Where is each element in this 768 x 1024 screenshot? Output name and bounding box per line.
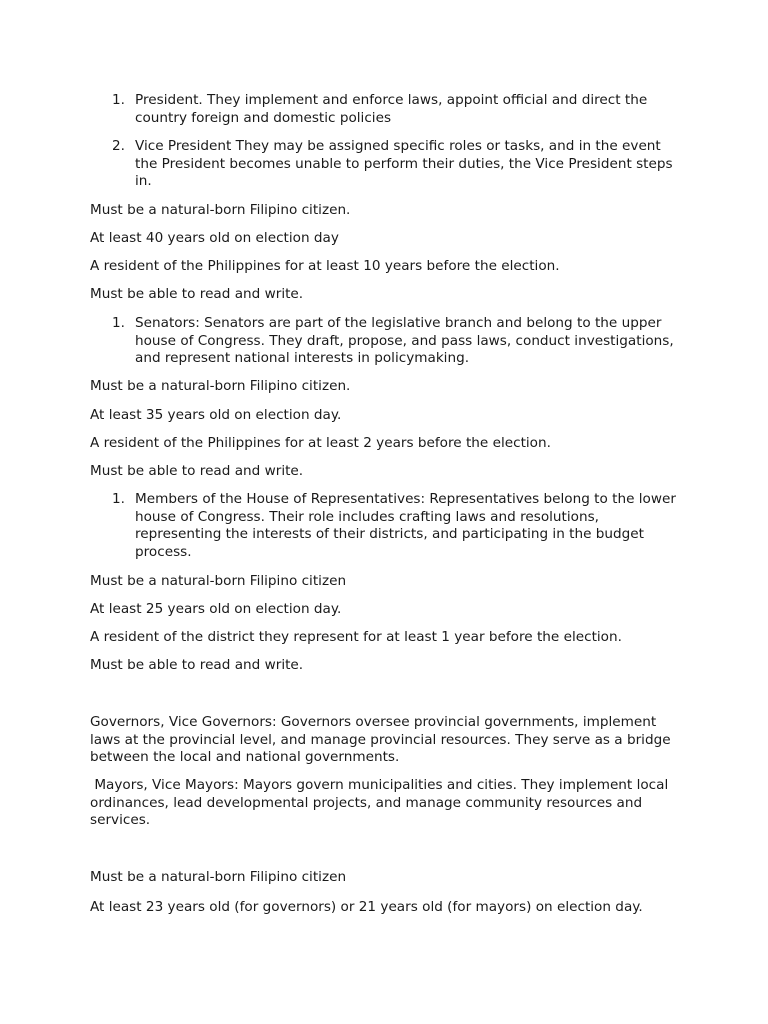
list-item-text: Members of the House of Representatives: Representatives belong to the lower house of Congress. Their role includes crafting laws and resolutions, representing the interests of their districts, and participating in the budget process. bbox=[135, 491, 676, 560]
paragraph: Must be a natural-born Filipino citizen bbox=[90, 573, 347, 589]
paragraph: At least 23 years old (for governors) or 21 years old (for mayors) on election day. bbox=[90, 899, 643, 915]
list-number: 2. bbox=[112, 138, 125, 154]
paragraph: Must be able to read and write. bbox=[90, 657, 304, 673]
paragraph: At least 35 years old on election day. bbox=[90, 407, 342, 423]
list-item-text: Senators: Senators are part of the legislative branch and belong to the upper house of Congress. They draft, propose, and pass laws, conduct investigations, and represent national interests in policymaking. bbox=[135, 315, 674, 367]
paragraph: At least 40 years old on election day bbox=[90, 230, 339, 246]
paragraph: Must be a natural-born Filipino citizen. bbox=[90, 202, 351, 218]
list-item-senators bbox=[90, 315, 680, 368]
list-item-text: President. They implement and enforce laws, appoint official and direct the country foreign and domestic policies bbox=[135, 92, 648, 126]
list-number: 1. bbox=[112, 491, 125, 507]
list-item-text: Vice President They may be assigned specific roles or tasks, and in the event the President becomes unable to perform their duties, the Vice President steps in. bbox=[135, 138, 673, 190]
paragraph: Must be a natural-born Filipino citizen. bbox=[90, 378, 351, 394]
paragraph: A resident of the Philippines for at least 10 years before the election. bbox=[90, 258, 560, 274]
list-item-representatives bbox=[90, 491, 680, 561]
paragraph: Must be a natural-born Filipino citizen bbox=[90, 869, 347, 885]
paragraph: Must be able to read and write. bbox=[90, 463, 304, 479]
list-number: 1. bbox=[112, 315, 125, 331]
paragraph-mayors: Mayors, Vice Mayors: Mayors govern municipalities and cities. They implement local ordinances, lead developmental projects, and manage community resources and services. bbox=[90, 777, 673, 829]
paragraph: A resident of the Philippines for at least 2 years before the election. bbox=[90, 435, 551, 451]
paragraph: Must be able to read and write. bbox=[90, 286, 304, 302]
list-number: 1. bbox=[112, 92, 125, 108]
paragraph-governors: Governors, Vice Governors: Governors oversee provincial governments, implement laws at the provincial level, and manage provincial resources. They serve as a bridge between the local and national governments. bbox=[90, 714, 671, 766]
paragraph: A resident of the district they represent for at least 1 year before the election. bbox=[90, 629, 622, 645]
list-item-vice-president bbox=[90, 138, 680, 191]
list-item-president bbox=[90, 92, 680, 127]
paragraph: At least 25 years old on election day. bbox=[90, 601, 342, 617]
